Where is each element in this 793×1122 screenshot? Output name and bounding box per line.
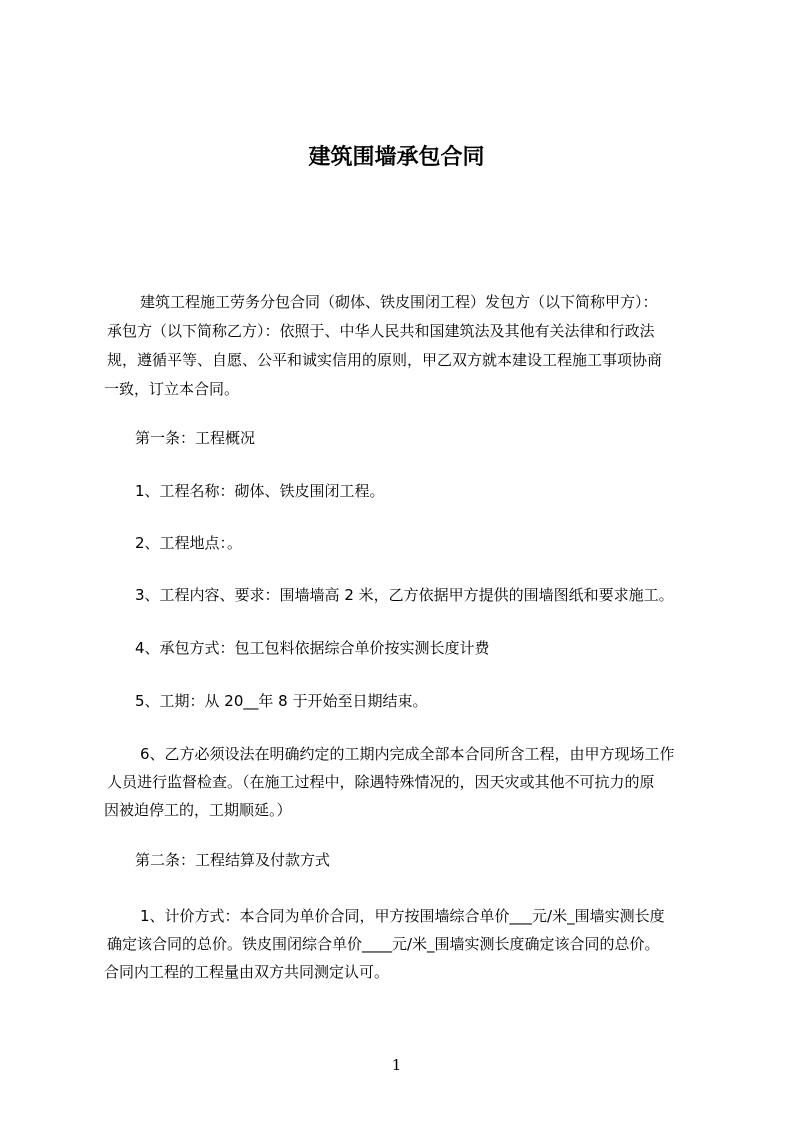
- article1-item-6-line-2: 人员进行监督检查。（在施工过程中，除遇特殊情况的，因天灾或其他不可抗力的原: [107, 773, 655, 791]
- article2-heading: 第二条：工程结算及付款方式: [135, 851, 331, 869]
- article1-item-2: 2、工程地点：。: [135, 534, 243, 552]
- intro-line-3: 规，遵循平等、自愿、公平和诚实信用的原则，甲乙双方就本建设工程施工事项协商: [107, 351, 663, 369]
- article1-item-1: 1、工程名称：砌体、铁皮围闭工程。: [135, 482, 385, 500]
- article1-heading: 第一条：工程概况: [135, 429, 256, 447]
- article1-item-3: 3、工程内容、要求：围墙墙高 2 米，乙方依据甲方提供的围墙图纸和要求施工。: [135, 586, 674, 604]
- intro-line-4: 一致，订立本合同。: [104, 380, 240, 398]
- article2-item-1-line-2: 确定该合同的总价。铁皮围闭综合单价____元/米_围墙实测长度确定该合同的总价。: [107, 935, 660, 953]
- intro-line-2: 承包方（以下简称乙方）：依照于、中华人民共和国建筑法及其他有关法律和行政法: [107, 322, 655, 340]
- article2-item-1-line-1: 1、计价方式：本合同为单价合同，甲方按围墙综合单价___元/米_围墙实测长度: [140, 907, 665, 925]
- intro-line-1: 建筑工程施工劳务分包合同（砌体、铁皮围闭工程）发包方（以下简称甲方）：: [140, 293, 658, 311]
- article1-item-6-line-1: 6、乙方必须设法在明确约定的工期内完成全部本合同所含工程，由甲方现场工作: [140, 745, 675, 763]
- article2-item-1-line-3: 合同内工程的工程量由双方共同测定认可。: [104, 963, 390, 981]
- article1-item-5: 5、工期：从 20__年 8 于开始至日期结束。: [135, 692, 428, 710]
- page-number: 1: [391, 1056, 402, 1074]
- article1-item-4: 4、承包方式：包工包料依据综合单价按实测长度计费: [135, 639, 490, 657]
- document-title: 建筑围墙承包合同: [308, 145, 485, 170]
- article1-item-6-line-3: 因被迫停工的，工期顺延。）: [104, 801, 292, 819]
